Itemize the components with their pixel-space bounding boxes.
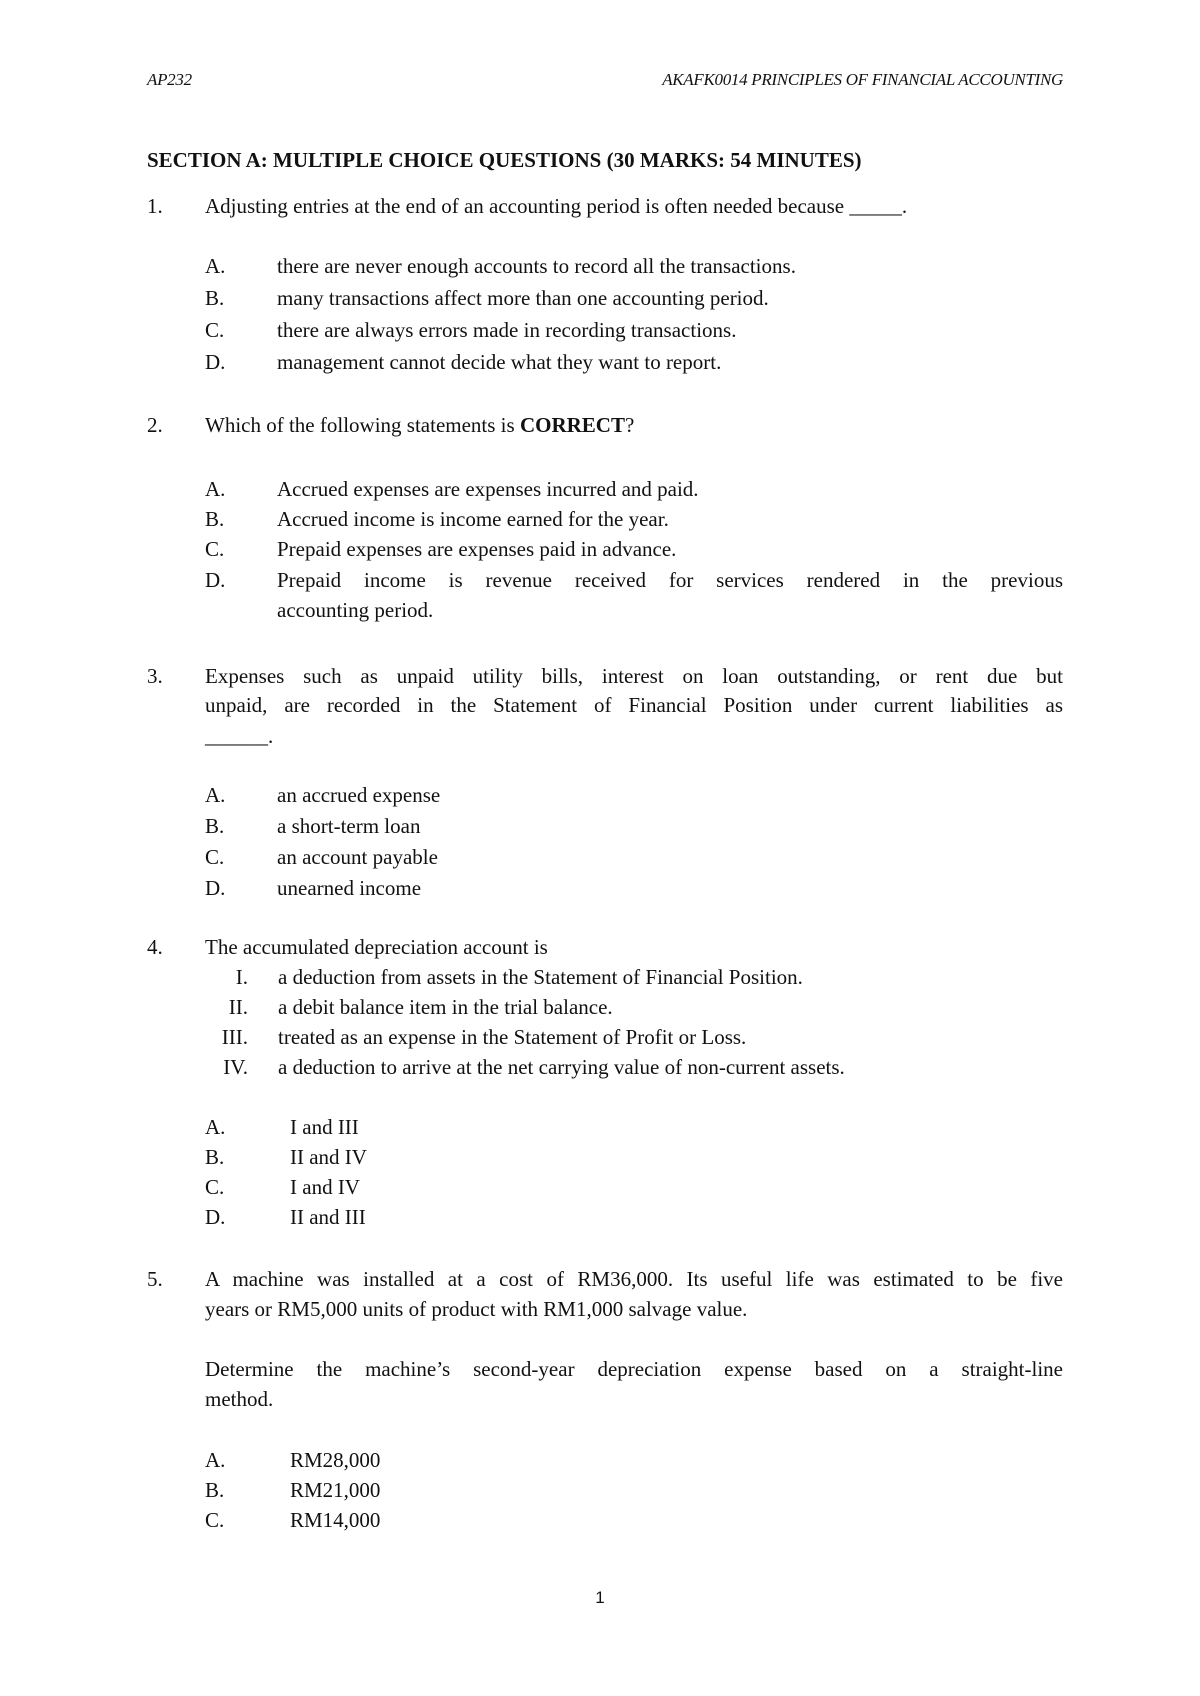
q5-option-c-text: RM14,000	[290, 1508, 381, 1532]
q4-statement-2-numeral: II.	[228, 995, 248, 1019]
q5-option-b-text: RM21,000	[290, 1478, 381, 1502]
q4-statement-1-numeral: I.	[235, 965, 248, 989]
q1-option-a-letter: A.	[205, 254, 226, 278]
q4-statement-1-text: a deduction from assets in the Statement of Financial Position.	[278, 965, 803, 989]
q5-option-c-letter: C.	[205, 1508, 225, 1532]
q2-text-after: ?	[624, 413, 635, 437]
q2-option-b-text: Accrued income is income earned for the year.	[277, 507, 669, 531]
q4-option-b-letter: B.	[205, 1145, 225, 1169]
q2-option-a-letter: A.	[205, 477, 226, 501]
q1-option-c-letter: C.	[205, 318, 225, 342]
q2-text-before: Which of the following statements is	[205, 413, 520, 437]
question-5-text-line1: A machine was installed at a cost of RM36,000. Its useful life was estimated to be five	[205, 1267, 1063, 1291]
question-1-text: Adjusting entries at the end of an accounting period is often needed because _____.	[205, 194, 908, 218]
q4-option-d-letter: D.	[205, 1205, 226, 1229]
q3-option-a-letter: A.	[205, 783, 226, 807]
q1-option-d-text: management cannot decide what they want to report.	[277, 350, 722, 374]
q5-option-b-letter: B.	[205, 1478, 225, 1502]
q4-statement-4-text: a deduction to arrive at the net carrying value of non-current assets.	[278, 1055, 845, 1079]
question-3-number: 3.	[147, 664, 163, 688]
header-course-title: AKAFK0014 PRINCIPLES OF FINANCIAL ACCOUNTING	[662, 70, 1063, 89]
question-3-text-line1: Expenses such as unpaid utility bills, interest on loan outstanding, or rent due but	[205, 664, 1063, 688]
q2-option-a-text: Accrued expenses are expenses incurred and paid.	[277, 477, 699, 501]
question-5-text-line3: Determine the machine’s second-year depreciation expense based on a straight-line	[205, 1357, 1063, 1381]
q4-option-c-text: I and IV	[290, 1175, 360, 1199]
q3-option-a-text: an accrued expense	[277, 783, 441, 807]
q1-option-b-text: many transactions affect more than one accounting period.	[277, 286, 769, 310]
question-4-text: The accumulated depreciation account is	[205, 935, 548, 959]
page-number: 1	[595, 1588, 605, 1607]
q4-statement-2-text: a debit balance item in the trial balance.	[278, 995, 613, 1019]
q2-option-c-text: Prepaid expenses are expenses paid in advance.	[277, 537, 677, 561]
q4-statement-3-numeral: III.	[221, 1025, 248, 1049]
q4-option-b-text: II and IV	[290, 1145, 367, 1169]
q2-option-d-text-line2: accounting period.	[277, 598, 434, 622]
q2-text-bold: CORRECT	[519, 413, 625, 437]
header-course-code: AP232	[147, 70, 192, 89]
question-5-text-line2: years or RM5,000 units of product with RM1,000 salvage value.	[205, 1297, 748, 1321]
q4-option-d-text: II and III	[290, 1205, 366, 1229]
question-5-number: 5.	[147, 1267, 163, 1291]
q3-option-c-letter: C.	[205, 845, 225, 869]
q2-option-d-letter: D.	[205, 568, 226, 592]
question-2-text	[205, 413, 634, 438]
q3-option-b-letter: B.	[205, 814, 225, 838]
q3-option-d-text: unearned income	[277, 876, 422, 900]
question-3-text-line2: unpaid, are recorded in the Statement of Financial Position under current liabilities as	[205, 693, 1063, 717]
q2-option-b-letter: B.	[205, 507, 225, 531]
q3-option-d-letter: D.	[205, 876, 226, 900]
q1-option-b-letter: B.	[205, 286, 225, 310]
q4-option-a-letter: A.	[205, 1115, 226, 1139]
q1-option-a-text: there are never enough accounts to record all the transactions.	[277, 254, 796, 278]
q5-option-a-text: RM28,000	[290, 1448, 381, 1472]
question-5-text-line4: method.	[205, 1387, 274, 1411]
q4-option-a-text: I and III	[290, 1115, 359, 1139]
q3-option-c-text: an account payable	[277, 845, 438, 869]
q2-option-c-letter: C.	[205, 537, 225, 561]
q4-statement-4-numeral: IV.	[223, 1055, 248, 1079]
q4-option-c-letter: C.	[205, 1175, 225, 1199]
question-1-number: 1.	[147, 194, 163, 218]
q1-option-c-text: there are always errors made in recording transactions.	[277, 318, 737, 342]
section-title: SECTION A: MULTIPLE CHOICE QUESTIONS (30 MARKS: 54 MINUTES)	[147, 148, 862, 172]
question-4-number: 4.	[147, 935, 163, 959]
question-3-text-line3: ______.	[205, 724, 274, 748]
q1-option-d-letter: D.	[205, 350, 226, 374]
question-2-number: 2.	[147, 413, 163, 437]
q3-option-b-text: a short-term loan	[277, 814, 421, 838]
q4-statement-3-text: treated as an expense in the Statement of Profit or Loss.	[278, 1025, 747, 1049]
q2-option-d-text-line1: Prepaid income is revenue received for services rendered in the previous	[277, 568, 1063, 592]
q5-option-a-letter: A.	[205, 1448, 226, 1472]
